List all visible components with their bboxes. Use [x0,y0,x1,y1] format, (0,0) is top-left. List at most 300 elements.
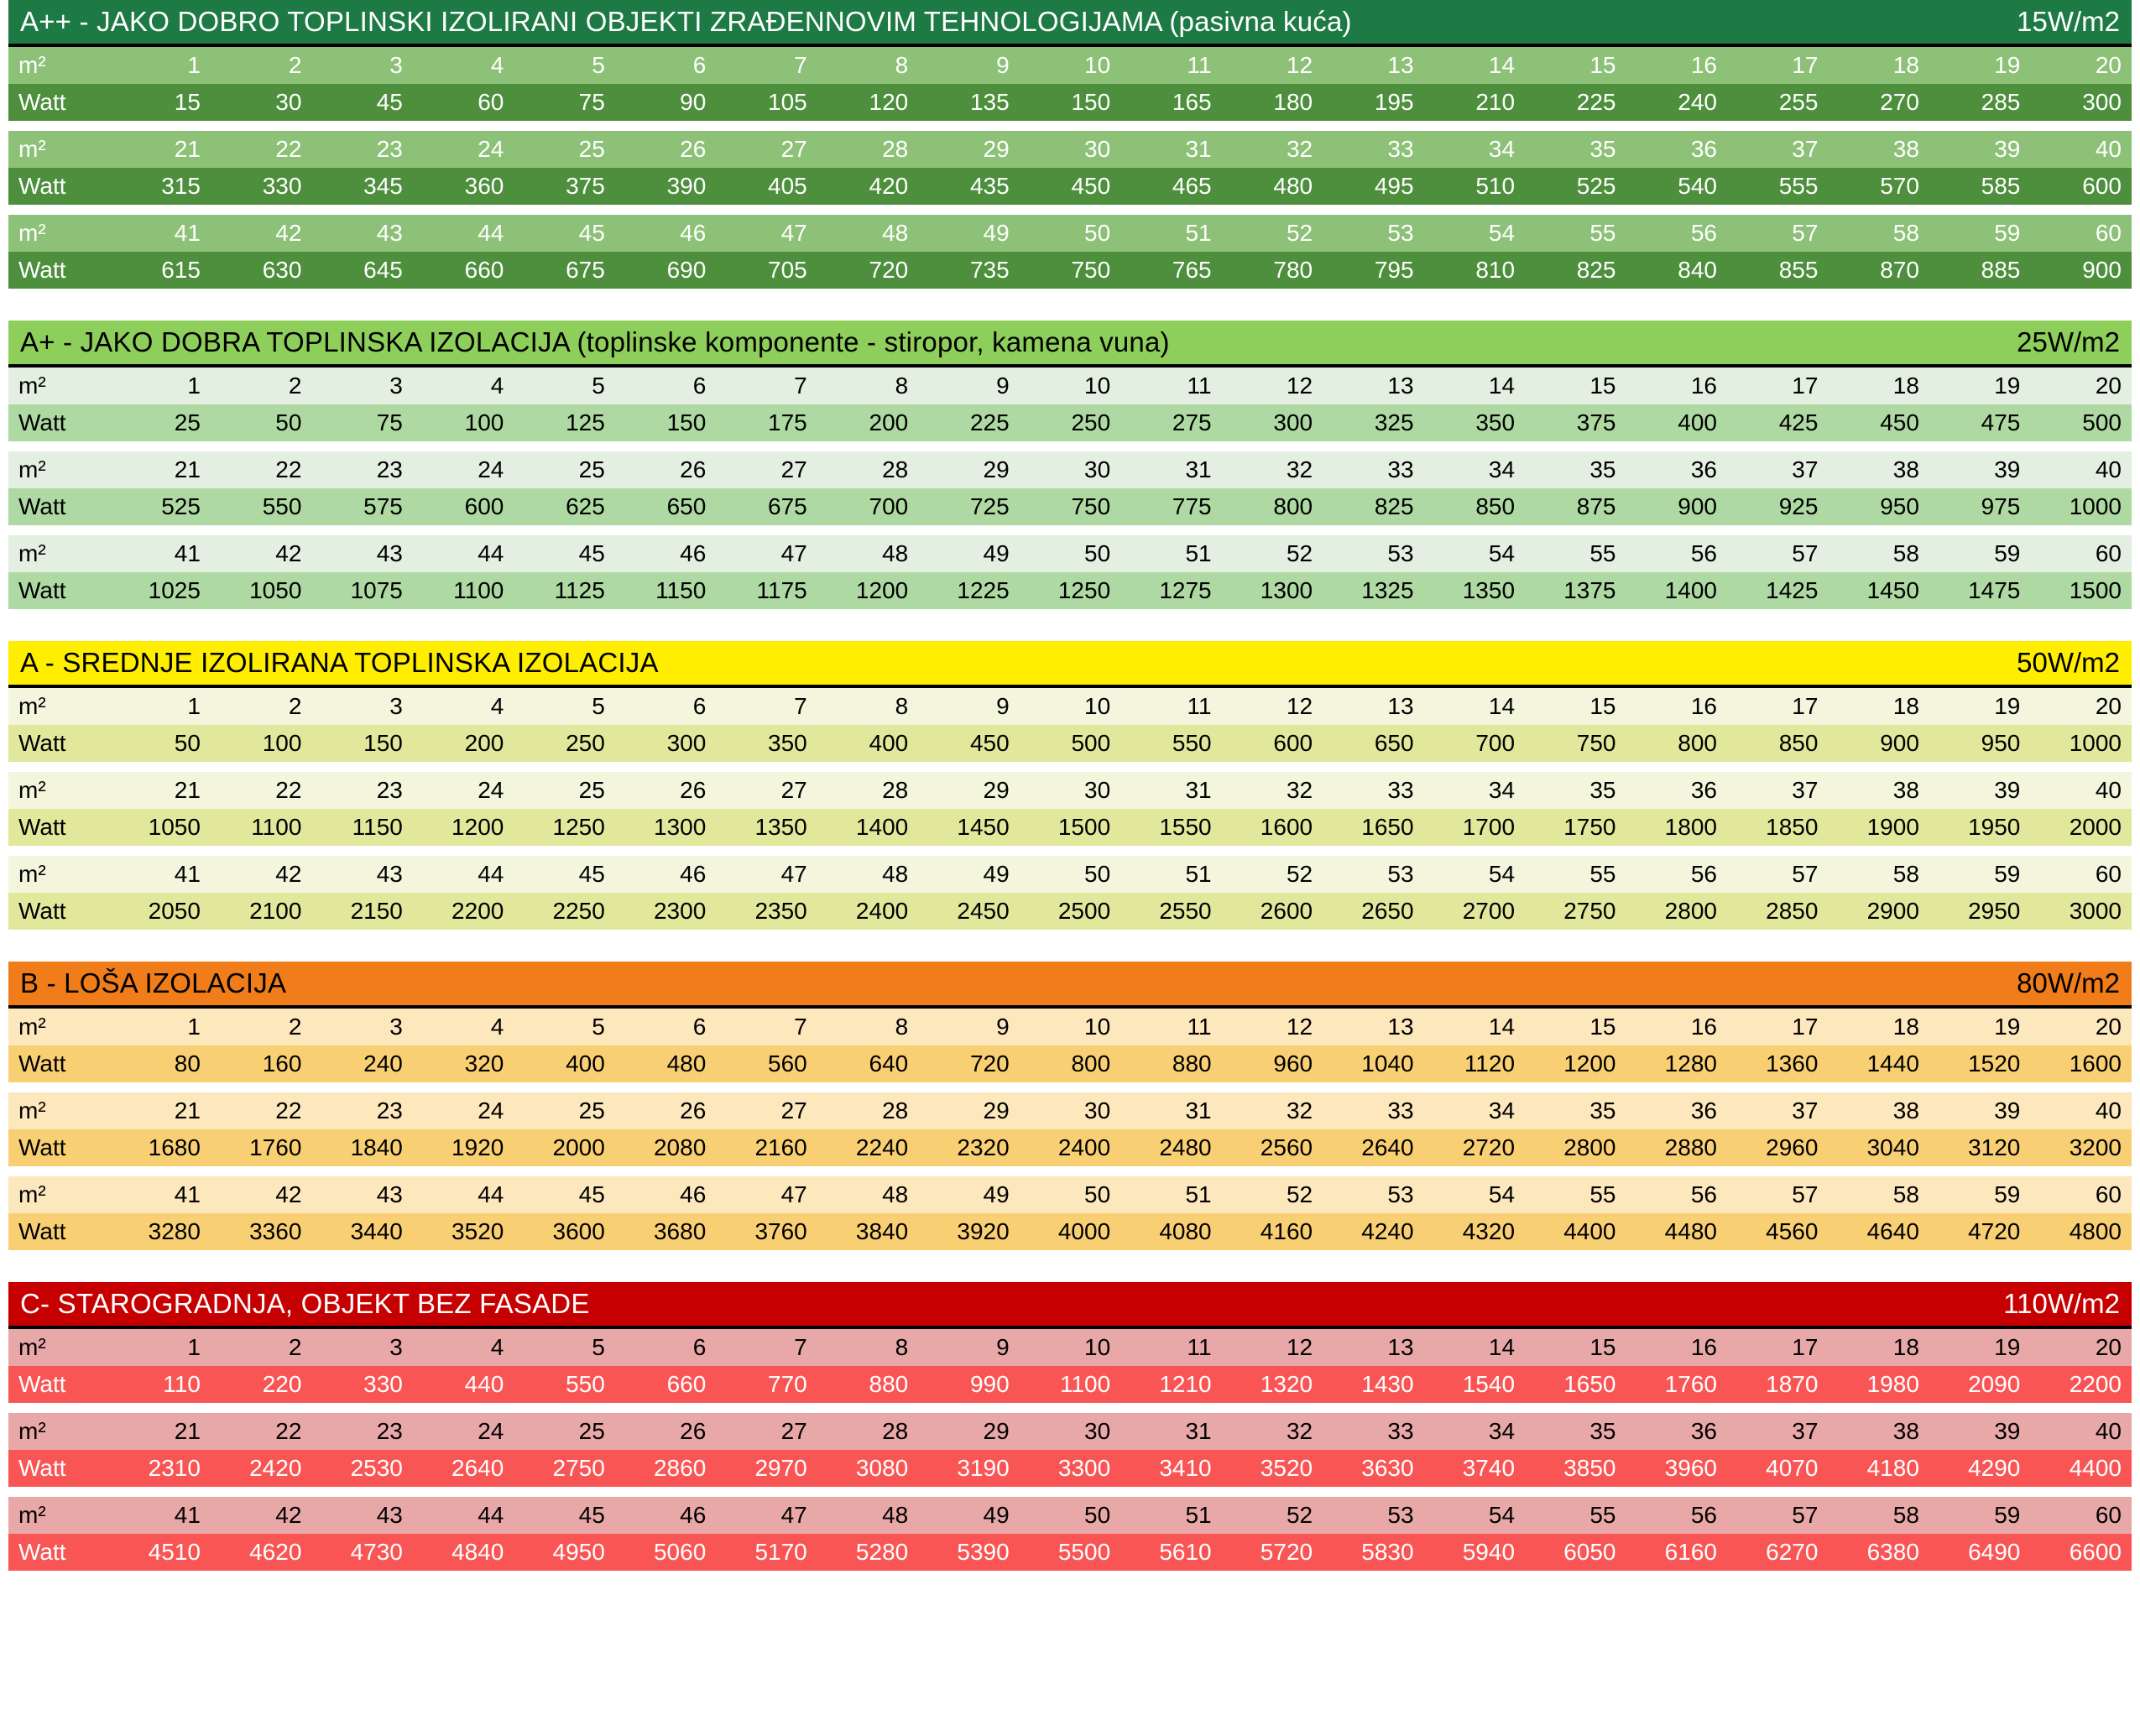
cell-m2: 42 [211,856,311,893]
cell-watt: 1400 [1626,572,1727,609]
cell-watt: 1050 [109,809,210,846]
cell-watt: 195 [1323,84,1423,121]
cell-m2: 42 [211,215,311,252]
cell-m2: 15 [1525,368,1626,404]
cell-m2: 6 [615,1329,716,1366]
cell-m2: 39 [1929,1092,2030,1129]
cell-m2: 59 [1929,856,2030,893]
cell-watt: 1100 [413,572,514,609]
cell-watt: 450 [1020,168,1120,205]
row-label-watt: Watt [8,1045,109,1082]
cell-m2: 24 [413,772,514,809]
cell-watt: 720 [817,252,918,289]
cell-watt: 1175 [716,572,817,609]
cell-m2: 3 [311,688,412,725]
cell-m2: 31 [1120,1413,1221,1450]
cell-watt: 925 [1727,488,1828,525]
cell-m2: 33 [1323,1092,1423,1129]
cell-m2: 9 [918,688,1019,725]
table-row-m2 [8,368,2132,404]
row-spacer-cell [8,441,2132,451]
cell-watt: 3440 [311,1213,412,1250]
cell-watt: 165 [1120,84,1221,121]
cell-watt: 1500 [1020,809,1120,846]
section-watt-rating: 25W/m2 [2017,326,2120,357]
cell-watt: 1250 [514,809,614,846]
table-row-watt [8,1213,2132,1250]
cell-watt: 735 [918,252,1019,289]
cell-m2: 29 [918,1092,1019,1129]
cell-m2: 24 [413,1413,514,1450]
cell-m2: 6 [615,368,716,404]
cell-m2: 42 [211,535,311,572]
cell-watt: 825 [1525,252,1626,289]
cell-m2: 46 [615,1176,716,1213]
cell-watt: 5280 [817,1534,918,1571]
cell-watt: 1600 [1222,809,1323,846]
cell-watt: 500 [1020,725,1120,762]
cell-m2: 50 [1020,215,1120,252]
cell-m2: 2 [211,47,311,84]
table-row-m2 [8,215,2132,252]
cell-m2: 17 [1727,47,1828,84]
cell-watt: 3520 [413,1213,514,1250]
cell-m2: 43 [311,1176,412,1213]
cell-watt: 150 [311,725,412,762]
cell-m2: 12 [1222,47,1323,84]
cell-watt: 360 [413,168,514,205]
row-label-m2: m² [8,535,109,572]
cell-watt: 1050 [211,572,311,609]
cell-watt: 1125 [514,572,614,609]
cell-watt: 2530 [311,1450,412,1487]
cell-m2: 51 [1120,535,1221,572]
cell-m2: 49 [918,535,1019,572]
cell-watt: 1600 [2030,1045,2132,1082]
cell-watt: 1320 [1222,1366,1323,1403]
cell-watt: 2600 [1222,893,1323,930]
cell-watt: 60 [413,84,514,121]
row-label-watt: Watt [8,1129,109,1166]
cell-watt: 630 [211,252,311,289]
cell-m2: 40 [2030,131,2132,168]
cell-watt: 2320 [918,1129,1019,1166]
cell-watt: 1210 [1120,1366,1221,1403]
cell-m2: 24 [413,131,514,168]
cell-watt: 200 [817,404,918,441]
cell-m2: 4 [413,368,514,404]
cell-watt: 2000 [514,1129,614,1166]
cell-m2: 32 [1222,1413,1323,1450]
row-spacer [8,846,2132,856]
cell-watt: 120 [817,84,918,121]
cell-watt: 125 [514,404,614,441]
cell-m2: 6 [615,47,716,84]
cell-m2: 10 [1020,47,1120,84]
cell-watt: 880 [1120,1045,1221,1082]
cell-watt: 6050 [1525,1534,1626,1571]
cell-m2: 34 [1424,451,1525,488]
cell-m2: 31 [1120,451,1221,488]
cell-watt: 575 [311,488,412,525]
cell-m2: 4 [413,688,514,725]
cell-m2: 54 [1424,535,1525,572]
cell-m2: 47 [716,535,817,572]
cell-watt: 390 [615,168,716,205]
cell-watt: 3760 [716,1213,817,1250]
cell-watt: 3410 [1120,1450,1221,1487]
table-row-watt [8,1045,2132,1082]
cell-watt: 1200 [1525,1045,1626,1082]
row-label-m2: m² [8,368,109,404]
cell-watt: 4290 [1929,1450,2030,1487]
cell-watt: 3840 [817,1213,918,1250]
cell-watt: 1650 [1323,809,1423,846]
cell-m2: 54 [1424,856,1525,893]
cell-m2: 23 [311,131,412,168]
cell-m2: 4 [413,1329,514,1366]
cell-watt: 3120 [1929,1129,2030,1166]
cell-watt: 690 [615,252,716,289]
cell-m2: 35 [1525,772,1626,809]
cell-m2: 24 [413,451,514,488]
cell-watt: 800 [1626,725,1727,762]
cell-watt: 615 [109,252,210,289]
cell-watt: 725 [918,488,1019,525]
row-label-watt: Watt [8,1213,109,1250]
cell-m2: 21 [109,1092,210,1129]
cell-watt: 375 [514,168,614,205]
table-row-m2 [8,451,2132,488]
cell-watt: 3680 [615,1213,716,1250]
cell-watt: 1850 [1727,809,1828,846]
cell-m2: 28 [817,1413,918,1450]
cell-watt: 960 [1222,1045,1323,1082]
cell-m2: 23 [311,1092,412,1129]
cell-m2: 34 [1424,131,1525,168]
cell-m2: 11 [1120,368,1221,404]
section-table [8,1009,2132,1250]
cell-m2: 30 [1020,451,1120,488]
cell-watt: 440 [413,1366,514,1403]
section-a [8,641,2132,930]
table-row-m2 [8,131,2132,168]
cell-watt: 255 [1727,84,1828,121]
cell-watt: 700 [817,488,918,525]
cell-m2: 44 [413,535,514,572]
cell-m2: 1 [109,688,210,725]
cell-m2: 51 [1120,1497,1221,1534]
cell-watt: 2950 [1929,893,2030,930]
section-header [8,321,2132,368]
cell-m2: 39 [1929,451,2030,488]
cell-watt: 4160 [1222,1213,1323,1250]
cell-m2: 37 [1727,1413,1828,1450]
cell-m2: 38 [1828,451,1929,488]
cell-m2: 44 [413,856,514,893]
cell-watt: 1325 [1323,572,1423,609]
cell-m2: 57 [1727,215,1828,252]
cell-watt: 1000 [2030,725,2132,762]
cell-watt: 300 [2030,84,2132,121]
section-title: A - SREDNJE IZOLIRANA TOPLINSKA IZOLACIJA [20,647,659,678]
cell-watt: 2240 [817,1129,918,1166]
cell-m2: 6 [615,1009,716,1045]
cell-m2: 5 [514,1009,614,1045]
cell-watt: 825 [1323,488,1423,525]
cell-watt: 1650 [1525,1366,1626,1403]
table-row-m2 [8,1413,2132,1450]
cell-watt: 90 [615,84,716,121]
cell-m2: 18 [1828,368,1929,404]
cell-m2: 7 [716,368,817,404]
table-row-watt [8,404,2132,441]
cell-m2: 34 [1424,772,1525,809]
row-spacer-cell [8,121,2132,131]
cell-watt: 175 [716,404,817,441]
cell-watt: 1520 [1929,1045,2030,1082]
cell-m2: 13 [1323,1009,1423,1045]
cell-m2: 57 [1727,1497,1828,1534]
cell-watt: 325 [1323,404,1423,441]
row-label-m2: m² [8,131,109,168]
table-row-watt [8,893,2132,930]
cell-watt: 2700 [1424,893,1525,930]
cell-watt: 1870 [1727,1366,1828,1403]
cell-watt: 210 [1424,84,1525,121]
cell-watt: 420 [817,168,918,205]
cell-watt: 870 [1828,252,1929,289]
table-body-1 [8,368,2132,609]
row-spacer [8,1403,2132,1413]
cell-watt: 705 [716,252,817,289]
cell-watt: 5390 [918,1534,1019,1571]
cell-watt: 4400 [2030,1450,2132,1487]
cell-m2: 54 [1424,1497,1525,1534]
cell-m2: 36 [1626,1092,1727,1129]
cell-watt: 2200 [2030,1366,2132,1403]
cell-m2: 32 [1222,772,1323,809]
cell-m2: 25 [514,1092,614,1129]
cell-m2: 52 [1222,215,1323,252]
cell-m2: 53 [1323,215,1423,252]
cell-watt: 400 [514,1045,614,1082]
cell-watt: 560 [716,1045,817,1082]
cell-watt: 435 [918,168,1019,205]
cell-m2: 31 [1120,1092,1221,1129]
cell-watt: 220 [211,1366,311,1403]
cell-watt: 3080 [817,1450,918,1487]
row-label-watt: Watt [8,725,109,762]
cell-watt: 240 [1626,84,1727,121]
cell-m2: 36 [1626,451,1727,488]
cell-m2: 59 [1929,535,2030,572]
cell-watt: 1040 [1323,1045,1423,1082]
cell-m2: 43 [311,535,412,572]
cell-m2: 11 [1120,1009,1221,1045]
cell-watt: 4480 [1626,1213,1727,1250]
cell-m2: 28 [817,131,918,168]
cell-m2: 37 [1727,451,1828,488]
cell-watt: 2650 [1323,893,1423,930]
cell-watt: 495 [1323,168,1423,205]
cell-m2: 15 [1525,1009,1626,1045]
cell-watt: 1900 [1828,809,1929,846]
cell-m2: 29 [918,451,1019,488]
cell-m2: 34 [1424,1092,1525,1129]
cell-m2: 33 [1323,1413,1423,1450]
table-row-watt [8,168,2132,205]
cell-watt: 2560 [1222,1129,1323,1166]
cell-m2: 49 [918,215,1019,252]
cell-watt: 1425 [1727,572,1828,609]
row-spacer [8,441,2132,451]
cell-watt: 1120 [1424,1045,1525,1082]
cell-m2: 26 [615,772,716,809]
cell-watt: 525 [1525,168,1626,205]
row-spacer-cell [8,1166,2132,1176]
cell-watt: 1200 [817,572,918,609]
cell-m2: 43 [311,856,412,893]
cell-watt: 625 [514,488,614,525]
row-spacer [8,121,2132,131]
cell-m2: 8 [817,47,918,84]
cell-m2: 28 [817,451,918,488]
cell-watt: 1300 [1222,572,1323,609]
cell-watt: 4620 [211,1534,311,1571]
cell-m2: 17 [1727,688,1828,725]
cell-m2: 30 [1020,1092,1120,1129]
row-label-m2: m² [8,688,109,725]
cell-watt: 975 [1929,488,2030,525]
cell-m2: 32 [1222,131,1323,168]
cell-watt: 800 [1222,488,1323,525]
cell-watt: 2640 [1323,1129,1423,1166]
row-label-watt: Watt [8,84,109,121]
cell-watt: 1025 [109,572,210,609]
cell-m2: 3 [311,1329,412,1366]
cell-watt: 3520 [1222,1450,1323,1487]
cell-m2: 37 [1727,1092,1828,1129]
cell-watt: 15 [109,84,210,121]
cell-m2: 13 [1323,688,1423,725]
cell-watt: 900 [2030,252,2132,289]
cell-watt: 50 [109,725,210,762]
row-label-m2: m² [8,856,109,893]
cell-m2: 2 [211,368,311,404]
cell-m2: 56 [1626,1497,1727,1534]
cell-watt: 3630 [1323,1450,1423,1487]
cell-m2: 28 [817,1092,918,1129]
cell-watt: 2900 [1828,893,1929,930]
cell-watt: 600 [1222,725,1323,762]
cell-watt: 1800 [1626,809,1727,846]
cell-m2: 13 [1323,1329,1423,1366]
cell-m2: 55 [1525,856,1626,893]
cell-watt: 4560 [1727,1213,1828,1250]
cell-m2: 38 [1828,1092,1929,1129]
section-a-plus-plus [8,0,2132,289]
cell-watt: 3920 [918,1213,1019,1250]
cell-m2: 4 [413,47,514,84]
table-row-watt [8,1534,2132,1571]
cell-m2: 44 [413,1176,514,1213]
section-c [8,1282,2132,1571]
cell-watt: 135 [918,84,1019,121]
cell-m2: 31 [1120,131,1221,168]
cell-watt: 1920 [413,1129,514,1166]
cell-watt: 2000 [2030,809,2132,846]
cell-watt: 110 [109,1366,210,1403]
cell-watt: 2080 [615,1129,716,1166]
cell-watt: 800 [1020,1045,1120,1082]
cell-m2: 48 [817,1497,918,1534]
cell-m2: 47 [716,856,817,893]
cell-m2: 49 [918,1176,1019,1213]
cell-watt: 400 [1626,404,1727,441]
cell-m2: 20 [2030,688,2132,725]
cell-watt: 1150 [311,809,412,846]
cell-watt: 2050 [109,893,210,930]
cell-m2: 10 [1020,1329,1120,1366]
row-label-m2: m² [8,1009,109,1045]
cell-watt: 770 [716,1366,817,1403]
cell-m2: 60 [2030,1497,2132,1534]
cell-watt: 1300 [615,809,716,846]
cell-watt: 1760 [211,1129,311,1166]
cell-m2: 30 [1020,131,1120,168]
cell-m2: 55 [1525,215,1626,252]
cell-watt: 80 [109,1045,210,1082]
cell-watt: 225 [918,404,1019,441]
cell-m2: 9 [918,368,1019,404]
cell-m2: 20 [2030,1009,2132,1045]
cell-m2: 19 [1929,47,2030,84]
cell-watt: 2200 [413,893,514,930]
cell-m2: 58 [1828,535,1929,572]
cell-m2: 48 [817,535,918,572]
cell-watt: 1100 [211,809,311,846]
cell-m2: 40 [2030,451,2132,488]
cell-m2: 8 [817,688,918,725]
section-title: A+ - JAKO DOBRA TOPLINSKA IZOLACIJA (toplinske komponente - stiropor, kamena vuna) [20,326,1170,357]
cell-watt: 315 [109,168,210,205]
cell-m2: 32 [1222,451,1323,488]
cell-watt: 345 [311,168,412,205]
cell-m2: 26 [615,1092,716,1129]
cell-watt: 1430 [1323,1366,1423,1403]
cell-watt: 775 [1120,488,1221,525]
table-body-3 [8,1009,2132,1250]
cell-watt: 1400 [817,809,918,846]
cell-watt: 1450 [918,809,1019,846]
cell-watt: 1100 [1020,1366,1120,1403]
cell-watt: 2550 [1120,893,1221,930]
cell-m2: 5 [514,688,614,725]
cell-m2: 17 [1727,368,1828,404]
cell-watt: 5170 [716,1534,817,1571]
cell-m2: 5 [514,1329,614,1366]
cell-watt: 300 [1222,404,1323,441]
cell-watt: 550 [1120,725,1221,762]
section-a-plus [8,321,2132,609]
cell-m2: 3 [311,1009,412,1045]
row-label-m2: m² [8,451,109,488]
cell-m2: 29 [918,1413,1019,1450]
cell-m2: 52 [1222,535,1323,572]
cell-m2: 39 [1929,131,2030,168]
cell-watt: 875 [1525,488,1626,525]
